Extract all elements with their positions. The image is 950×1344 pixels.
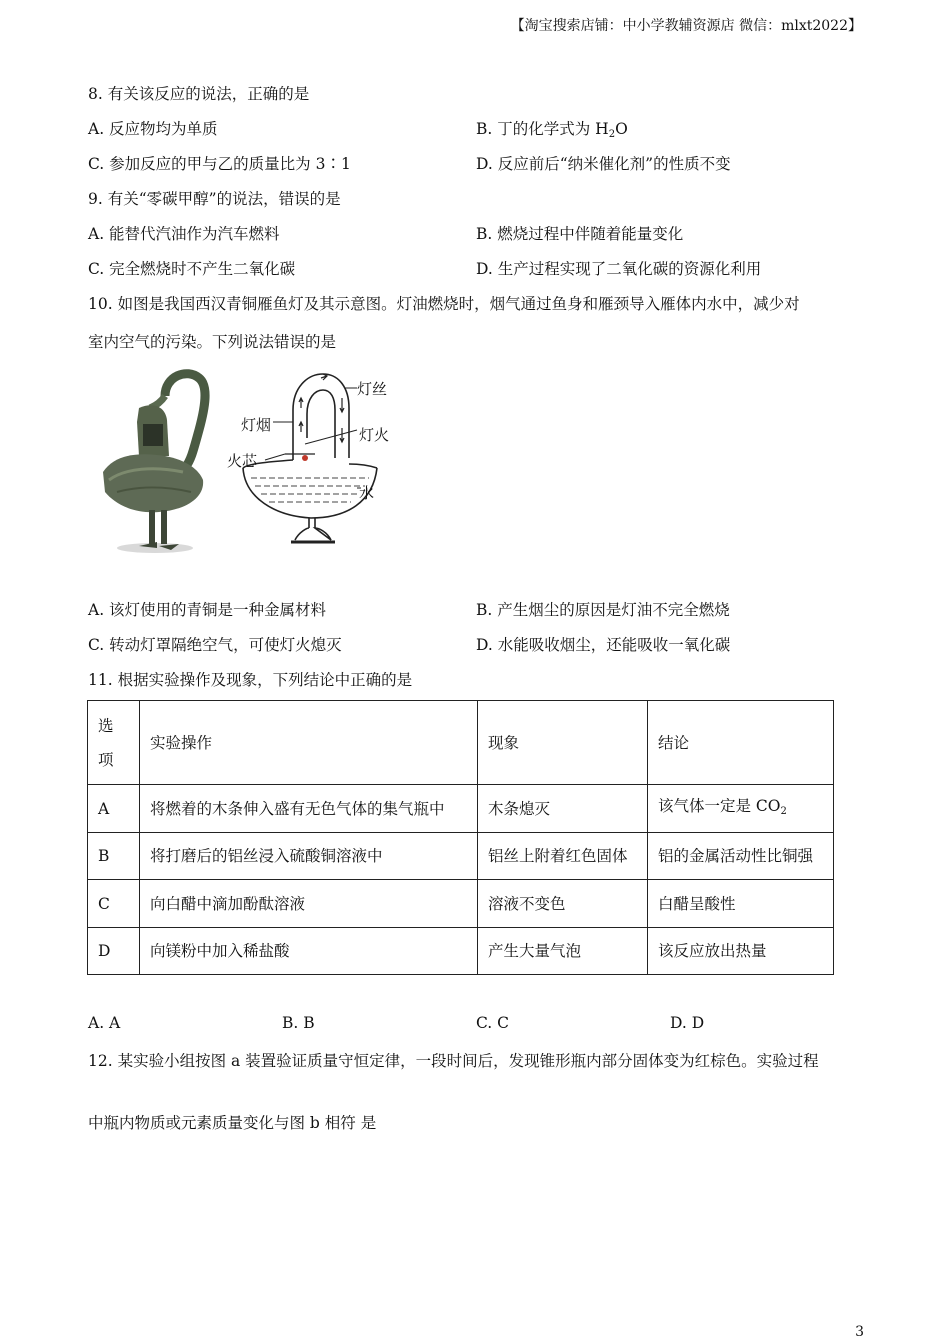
q12-stem-line2: 中瓶内物质或元素质量变化与图 b 相符 是 [88, 1114, 377, 1132]
page-number: 3 [855, 1324, 864, 1340]
header-option: 选 项 [88, 701, 140, 785]
q11-stem: 11. 根据实验操作及现象，下列结论中正确的是 [88, 671, 413, 689]
label-shui: 水 [359, 484, 375, 502]
row-operation: 向白醋中滴加酚酞溶液 [140, 880, 478, 928]
row-conclusion: 铝的金属活动性比铜强 [648, 833, 834, 880]
experiment-table [87, 700, 834, 975]
q10-option-a: A. 该灯使用的青铜是一种金属材料 [88, 601, 327, 619]
header-phenomenon: 现象 [478, 701, 648, 785]
q10-stem-line1: 10. 如图是我国西汉青铜雁鱼灯及其示意图。灯油燃烧时，烟气通过鱼身和雁颈导入雁体内水中，减少对 [88, 295, 800, 313]
label-dengsi: 灯丝 [357, 380, 388, 398]
label-dengyan: 灯烟 [241, 416, 272, 434]
q9-option-d: D. 生产过程实现了二氧化碳的资源化利用 [476, 260, 762, 278]
q9-option-b: B. 燃烧过程中伴随着能量变化 [476, 225, 684, 243]
row-option: D [88, 928, 140, 975]
q11-option-b: B. B [282, 1014, 315, 1032]
q8-option-b: B. 丁的化学式为 $H_2O$ [476, 120, 628, 140]
row-conclusion: 白醋呈酸性 [648, 880, 834, 928]
table-row [88, 785, 834, 833]
q9-option-a: A. 能替代汽油作为汽车燃料 [88, 225, 280, 243]
q10-option-c: C. 转动灯罩隔绝空气，可使灯火熄灭 [88, 636, 342, 654]
q8-option-a: A. 反应物均为单质 [88, 120, 218, 138]
q11-option-c: C. C [476, 1014, 510, 1032]
q11-option-d: D. D [670, 1014, 705, 1032]
header-operation: 实验操作 [140, 701, 478, 785]
table-row [88, 928, 834, 975]
row-phenomenon: 铝丝上附着红色固体 [478, 833, 648, 880]
q8-stem: 8. 有关该反应的说法，正确的是 [88, 85, 310, 103]
row-conclusion: 该反应放出热量 [648, 928, 834, 975]
row-conclusion: 该气体一定是 $CO_2$ [648, 785, 834, 833]
lamp-figure [95, 368, 415, 562]
row-option: B [88, 833, 140, 880]
q9-stem: 9. 有关“零碳甲醇”的说法，错误的是 [88, 190, 341, 208]
row-phenomenon: 产生大量气泡 [478, 928, 648, 975]
row-phenomenon: 木条熄灭 [478, 785, 648, 833]
row-option: A [88, 785, 140, 833]
q11-option-a: A. A [88, 1014, 121, 1032]
table-row [88, 833, 834, 880]
label-huoxin: 火芯 [227, 452, 258, 470]
row-phenomenon: 溶液不变色 [478, 880, 648, 928]
header-conclusion: 结论 [648, 701, 834, 785]
lamp-schematic [243, 374, 377, 542]
q8-option-c: C. 参加反应的甲与乙的质量比为 3∶1 [88, 155, 351, 173]
q9-option-c: C. 完全燃烧时不产生二氧化碳 [88, 260, 296, 278]
q10-stem-line2: 室内空气的污染。下列说法错误的是 [88, 333, 337, 351]
q10-option-b: B. 产生烟尘的原因是灯油不完全燃烧 [476, 601, 730, 619]
q8-option-d: D. 反应前后“纳米催化剂”的性质不变 [476, 155, 731, 173]
row-option: C [88, 880, 140, 928]
q10-option-d: D. 水能吸收烟尘，还能吸收一氧化碳 [476, 636, 731, 654]
bronze-lamp-photo [103, 374, 205, 553]
q12-stem-line1: 12. 某实验小组按图 a 装置验证质量守恒定律，一段时间后，发现锥形瓶内部分固体变为红棕色。实验过程 [88, 1052, 819, 1070]
table-row [88, 880, 834, 928]
row-operation: 将燃着的木条伸入盛有无色气体的集气瓶中 [140, 785, 478, 833]
table-header-row [88, 701, 834, 785]
label-denghuo: 灯火 [359, 426, 390, 444]
page-header: 【淘宝搜索店铺：中小学教辅资源店 微信：mlxt2022】 [510, 18, 862, 34]
row-operation: 将打磨后的铝丝浸入硫酸铜溶液中 [140, 833, 478, 880]
row-operation: 向镁粉中加入稀盐酸 [140, 928, 478, 975]
